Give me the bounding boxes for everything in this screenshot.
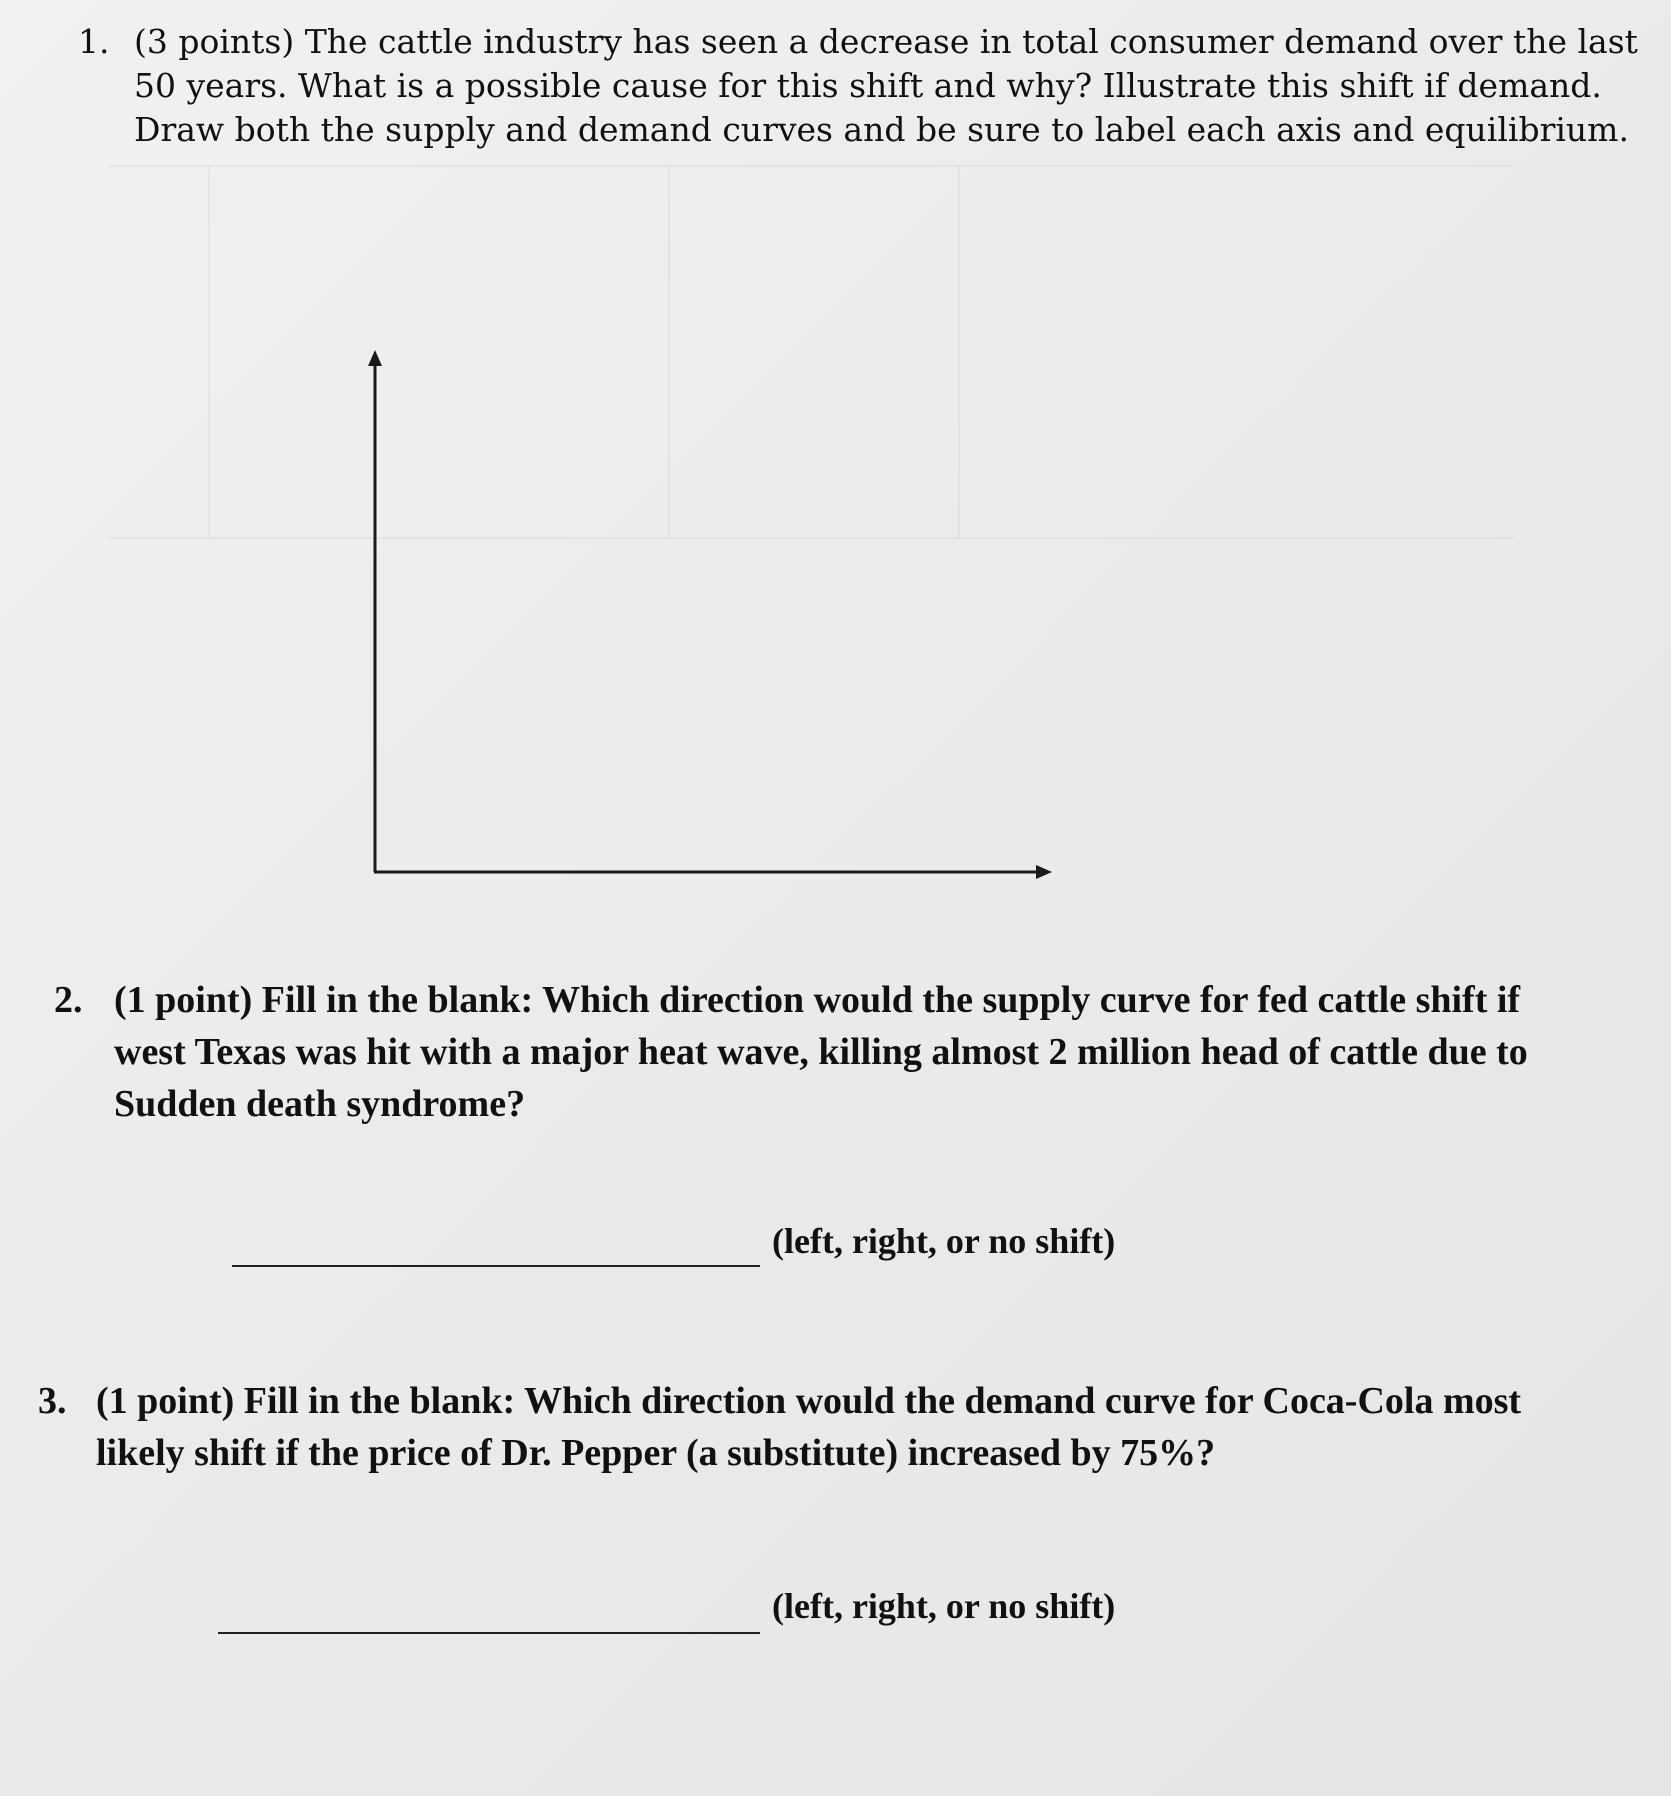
question-2-line-2: west Texas was hit with a major heat wave, killing almost 2 million head of cattle due to [114, 1031, 1528, 1073]
question-1-number: 1. [78, 22, 110, 61]
question-2 [54, 974, 1554, 1134]
y-axis [368, 350, 382, 872]
question-2-line-3: Sudden death syndrome? [114, 1083, 526, 1125]
question-3-number: 3. [38, 1380, 67, 1422]
question-3-text [96, 1375, 1521, 1479]
x-axis [374, 865, 1052, 879]
question-2-answer-blank[interactable] [232, 1265, 760, 1267]
question-3-answer-blank[interactable] [218, 1632, 760, 1634]
question-3 [38, 1375, 1598, 1485]
question-3-choices: (left, right, or no shift) [772, 1586, 1116, 1626]
question-2-number: 2. [54, 979, 83, 1021]
question-3-line-2: likely shift if the price of Dr. Pepper (a substitute) increased by 75%? [96, 1432, 1216, 1474]
question-1-line-3: Draw both the supply and demand curves and be sure to label each axis and equilibrium. [134, 110, 1629, 149]
question-2-choices: (left, right, or no shift) [772, 1221, 1116, 1261]
question-2-text [114, 974, 1528, 1130]
question-2-line-1: (1 point) Fill in the blank: Which direction would the supply curve for fed cattle shift if [114, 979, 1521, 1021]
question-3-line-1: (1 point) Fill in the blank: Which direction would the demand curve for Coca-Cola most [96, 1380, 1522, 1422]
question-1-line-1: (3 points) The cattle industry has seen a decrease in total consumer demand over the last [134, 22, 1638, 61]
question-1-line-2: 50 years. What is a possible cause for this shift and why? Illustrate this shift if demand. [134, 66, 1602, 105]
